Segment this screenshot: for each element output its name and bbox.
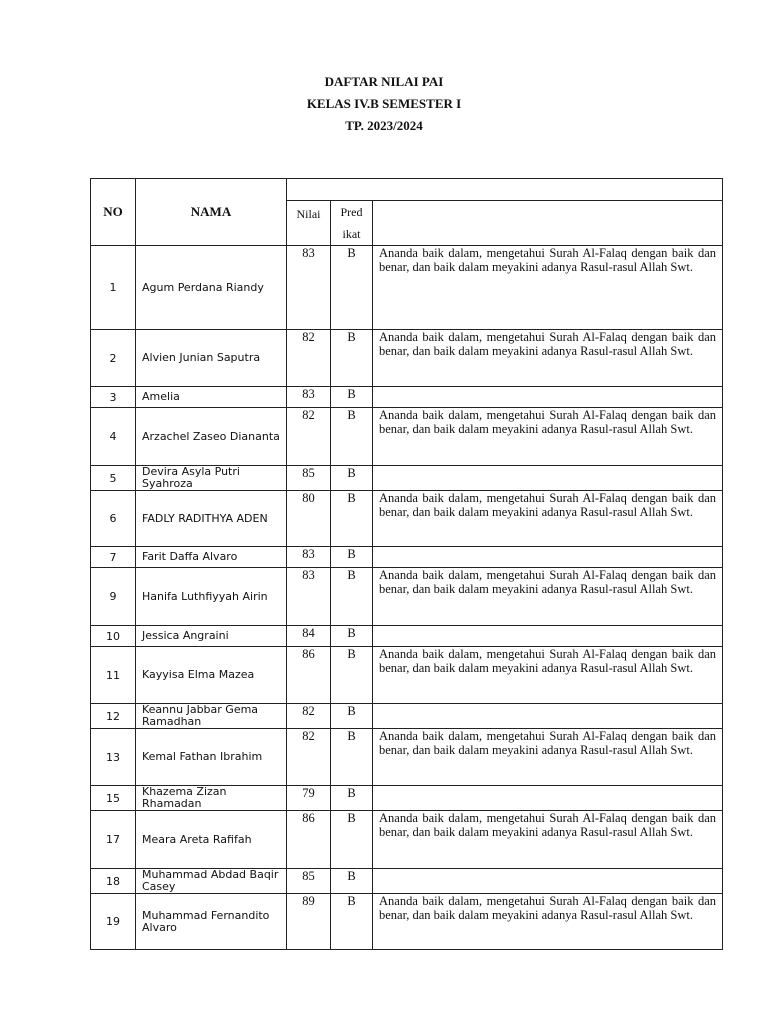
header-spacer xyxy=(287,179,723,201)
student-name: Muhammad Fernandito Alvaro xyxy=(136,894,287,950)
predikat-value: B xyxy=(331,246,373,330)
title-line-2: KELAS IV.B SEMESTER I xyxy=(306,96,462,111)
predikat-value: B xyxy=(331,466,373,491)
student-name: Hanifa Luthfiyyah Airin xyxy=(136,568,287,626)
nilai-value: 83 xyxy=(287,246,331,330)
predikat-value: B xyxy=(331,626,373,647)
row-number: 10 xyxy=(91,626,136,647)
deskripsi-text xyxy=(373,547,723,568)
nilai-value: 80 xyxy=(287,491,331,547)
deskripsi-text: Ananda baik dalam, mengetahui Surah Al-Falaq dengan baik dan benar, dan baik dalam meyakini adanya Rasul-rasul Allah Swt. xyxy=(373,491,723,547)
predikat-value: B xyxy=(331,491,373,547)
row-number: 6 xyxy=(91,491,136,547)
row-number: 1 xyxy=(91,246,136,330)
row-number: 9 xyxy=(91,568,136,626)
predikat-value: B xyxy=(331,894,373,950)
predikat-value: B xyxy=(331,547,373,568)
table-row xyxy=(91,387,723,408)
nilai-value: 86 xyxy=(287,811,331,869)
deskripsi-text xyxy=(373,387,723,408)
nilai-value: 83 xyxy=(287,547,331,568)
nilai-value: 85 xyxy=(287,869,331,894)
student-name: Muhammad Abdad Baqir Casey xyxy=(136,869,287,894)
predikat-value: B xyxy=(331,647,373,704)
nilai-value: 82 xyxy=(287,729,331,786)
table-row xyxy=(91,894,723,950)
document-title xyxy=(0,71,768,137)
deskripsi-text: Ananda baik dalam, mengetahui Surah Al-Falaq dengan baik dan benar, dan baik dalam meyakini adanya Rasul-rasul Allah Swt. xyxy=(373,330,723,387)
nilai-value: 89 xyxy=(287,894,331,950)
student-name: Agum Perdana Riandy xyxy=(136,246,287,330)
predikat-value: B xyxy=(331,330,373,387)
nilai-value: 82 xyxy=(287,330,331,387)
predikat-value: B xyxy=(331,729,373,786)
student-name: Khazema Zizan Rhamadan xyxy=(136,786,287,811)
predikat-value: B xyxy=(331,704,373,729)
row-number: 19 xyxy=(91,894,136,950)
row-number: 7 xyxy=(91,547,136,568)
deskripsi-text: Ananda baik dalam, mengetahui Surah Al-Falaq dengan baik dan benar, dan baik dalam meyakini adanya Rasul-rasul Allah Swt. xyxy=(373,729,723,786)
predikat-value: B xyxy=(331,568,373,626)
deskripsi-text xyxy=(373,466,723,491)
student-name: Kemal Fathan Ibrahim xyxy=(136,729,287,786)
student-name: Keannu Jabbar Gema Ramadhan xyxy=(136,704,287,729)
row-number: 11 xyxy=(91,647,136,704)
student-name: Amelia xyxy=(136,387,287,408)
row-number: 5 xyxy=(91,466,136,491)
table-row xyxy=(91,547,723,568)
nilai-value: 83 xyxy=(287,387,331,408)
deskripsi-text: Ananda baik dalam, mengetahui Surah Al-Falaq dengan baik dan benar, dan baik dalam meyakini adanya Rasul-rasul Allah Swt. xyxy=(373,246,723,330)
table-row xyxy=(91,408,723,466)
deskripsi-text: Ananda baik dalam, mengetahui Surah Al-Falaq dengan baik dan benar, dan baik dalam meyakini adanya Rasul-rasul Allah Swt. xyxy=(373,647,723,704)
student-name: Kayyisa Elma Mazea xyxy=(136,647,287,704)
deskripsi-text xyxy=(373,786,723,811)
deskripsi-text: Ananda baik dalam, mengetahui Surah Al-Falaq dengan baik dan benar, dan baik dalam meyakini adanya Rasul-rasul Allah Swt. xyxy=(373,894,723,950)
header-row-top xyxy=(91,179,723,201)
deskripsi-text: Ananda baik dalam, mengetahui Surah Al-Falaq dengan baik dan benar, dan baik dalam meyakini adanya Rasul-rasul Allah Swt. xyxy=(373,811,723,869)
table-row xyxy=(91,626,723,647)
row-number: 13 xyxy=(91,729,136,786)
table-row xyxy=(91,869,723,894)
student-name: Meara Areta Rafifah xyxy=(136,811,287,869)
title-line-3: TP. 2023/2024 xyxy=(345,118,423,133)
title-line-1: DAFTAR NILAI PAI xyxy=(324,74,444,89)
table-row xyxy=(91,466,723,491)
predikat-value: B xyxy=(331,786,373,811)
deskripsi-text: Ananda baik dalam, mengetahui Surah Al-Falaq dengan baik dan benar, dan baik dalam meyakini adanya Rasul-rasul Allah Swt. xyxy=(373,568,723,626)
student-name: Farit Daffa Alvaro xyxy=(136,547,287,568)
deskripsi-text xyxy=(373,704,723,729)
predikat-value: B xyxy=(331,408,373,466)
row-number: 17 xyxy=(91,811,136,869)
row-number: 12 xyxy=(91,704,136,729)
nilai-value: 83 xyxy=(287,568,331,626)
table-row xyxy=(91,246,723,330)
table-row xyxy=(91,811,723,869)
header-nilai-label: Nilai xyxy=(296,207,321,221)
table-row xyxy=(91,491,723,547)
table-row xyxy=(91,786,723,811)
nilai-value: 86 xyxy=(287,647,331,704)
grades-table xyxy=(90,178,723,950)
header-no: NO xyxy=(91,179,136,246)
header-predikat xyxy=(331,201,373,246)
table-row xyxy=(91,330,723,387)
header-predikat-line1: Pred xyxy=(340,205,363,219)
row-number: 4 xyxy=(91,408,136,466)
table-row xyxy=(91,704,723,729)
header-predikat-line2: ikat xyxy=(342,227,361,241)
nilai-value: 84 xyxy=(287,626,331,647)
table-row xyxy=(91,568,723,626)
nilai-value: 82 xyxy=(287,704,331,729)
header-deskripsi xyxy=(373,201,723,246)
deskripsi-text xyxy=(373,626,723,647)
nilai-value: 82 xyxy=(287,408,331,466)
deskripsi-text xyxy=(373,869,723,894)
table-row xyxy=(91,729,723,786)
nilai-value: 85 xyxy=(287,466,331,491)
table-row xyxy=(91,647,723,704)
header-nama: NAMA xyxy=(136,179,287,246)
row-number: 15 xyxy=(91,786,136,811)
predikat-value: B xyxy=(331,869,373,894)
student-name: Arzachel Zaseo Diananta xyxy=(136,408,287,466)
student-name: Alvien Junian Saputra xyxy=(136,330,287,387)
row-number: 18 xyxy=(91,869,136,894)
row-number: 3 xyxy=(91,387,136,408)
header-nilai xyxy=(287,201,331,246)
predikat-value: B xyxy=(331,811,373,869)
predikat-value: B xyxy=(331,387,373,408)
student-name: Jessica Angraini xyxy=(136,626,287,647)
student-name: Devira Asyla Putri Syahroza xyxy=(136,466,287,491)
deskripsi-text: Ananda baik dalam, mengetahui Surah Al-Falaq dengan baik dan benar, dan baik dalam meyakini adanya Rasul-rasul Allah Swt. xyxy=(373,408,723,466)
nilai-value: 79 xyxy=(287,786,331,811)
row-number: 2 xyxy=(91,330,136,387)
student-name: FADLY RADITHYA ADEN xyxy=(136,491,287,547)
